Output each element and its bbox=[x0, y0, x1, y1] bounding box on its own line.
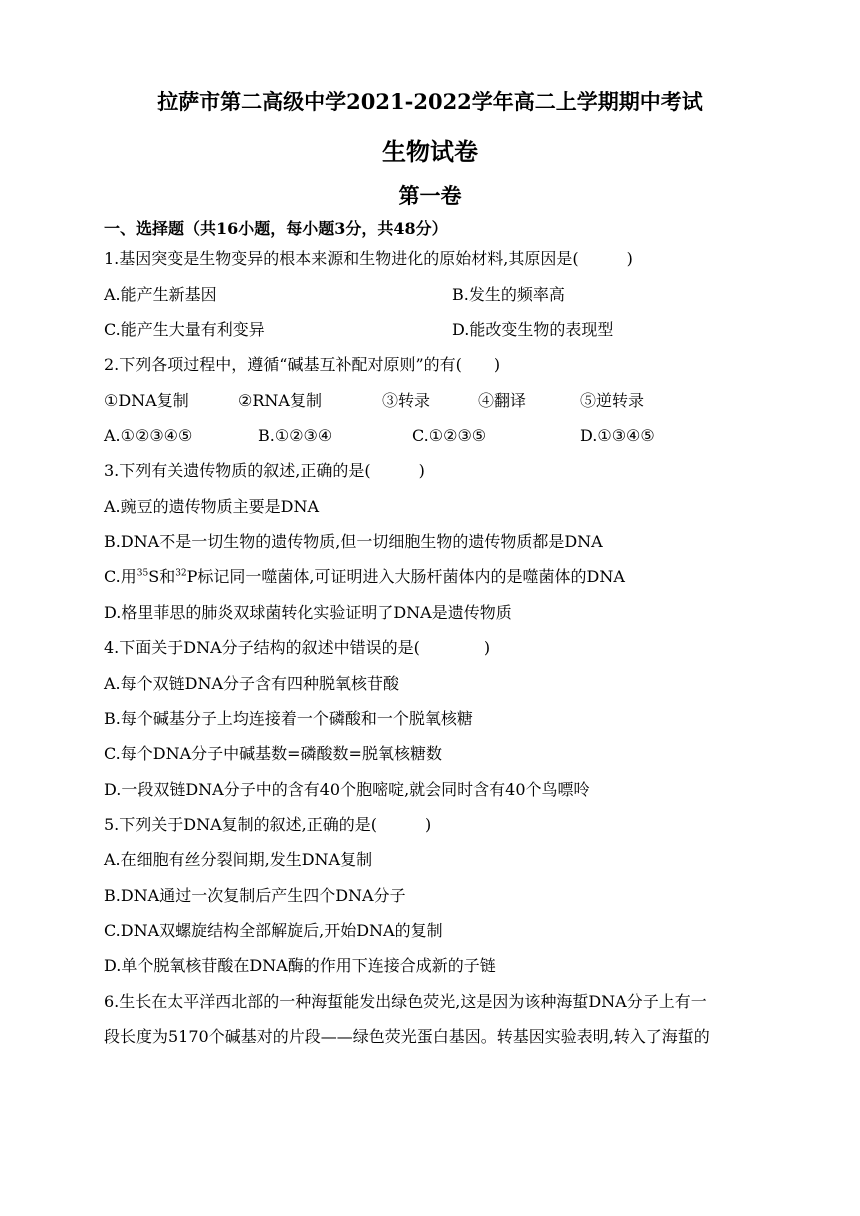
question-2-item-2: ②RNA复制 bbox=[238, 391, 322, 410]
isotope-35-mass: 35 bbox=[136, 568, 149, 579]
question-3-option-b: B.DNA不是一切生物的遗传物质,但一切细胞生物的遗传物质都是DNA bbox=[104, 532, 603, 551]
question-3-option-a: A.豌豆的遗传物质主要是DNA bbox=[104, 497, 320, 516]
question-1-stem: 1.基因突变是生物变异的根本来源和生物进化的原始材料,其原因是( ) bbox=[104, 249, 633, 268]
question-2-item-3: ③转录 bbox=[382, 391, 431, 410]
question-3-stem: 3.下列有关遗传物质的叙述,正确的是( ) bbox=[104, 461, 425, 480]
question-1-option-a: A.能产生新基因 bbox=[104, 285, 217, 304]
question-2-option-d: D.①③④⑤ bbox=[580, 426, 655, 445]
sulfur-symbol: S bbox=[148, 567, 160, 586]
question-2-stem: 2.下列各项过程中，遵循“碱基互补配对原则”的有( ) bbox=[104, 355, 501, 374]
question-5-option-b: B.DNA通过一次复制后产生四个DNA分子 bbox=[104, 886, 406, 905]
question-2-item-1: ①DNA复制 bbox=[104, 391, 189, 410]
question-6-stem-line-1: 6.生长在太平洋西北部的一种海蜇能发出绿色荧光,这是因为该种海蜇DNA分子上有一 bbox=[104, 992, 707, 1011]
section-heading: 一、选择题（共16小题，每小题3分，共48分） bbox=[104, 219, 448, 238]
question-2-option-c: C.①②③⑤ bbox=[412, 426, 487, 445]
question-1-option-c: C.能产生大量有利变异 bbox=[104, 320, 265, 339]
question-4-option-d: D.一段双链DNA分子中的含有40个胞嘧啶,就会同时含有40个鸟嘌呤 bbox=[104, 780, 590, 799]
option-c-rest: 标记同一噬菌体,可证明进入大肠杆菌体内的是噬菌体的DNA bbox=[197, 567, 625, 586]
question-6-stem-line-2: 段长度为5170个碱基对的片段——绿色荧光蛋白基因。转基因实验表明,转入了海蜇的 bbox=[104, 1027, 710, 1046]
question-5-option-a: A.在细胞有丝分裂间期,发生DNA复制 bbox=[104, 850, 373, 869]
question-2-item-5: ⑤逆转录 bbox=[580, 391, 645, 410]
school-title: 拉萨市第二高级中学2021-2022学年高二上学期期中考试 bbox=[157, 89, 703, 114]
question-1-option-d: D.能改变生物的表现型 bbox=[452, 320, 614, 339]
question-2-option-a: A.①②③④⑤ bbox=[104, 426, 193, 445]
option-c-prefix: C.用 bbox=[104, 567, 137, 586]
question-5-option-d: D.单个脱氧核苷酸在DNA酶的作用下连接合成新的子链 bbox=[104, 956, 496, 975]
option-c-and: 和 bbox=[159, 567, 176, 586]
question-2-option-b: B.①②③④ bbox=[258, 426, 333, 445]
question-2-item-4: ④翻译 bbox=[478, 391, 527, 410]
question-4-option-c: C.每个DNA分子中碱基数=磷酸数=脱氧核糖数 bbox=[104, 744, 442, 763]
part-title: 第一卷 bbox=[398, 183, 462, 208]
question-3-option-c bbox=[104, 566, 625, 588]
question-4-stem: 4.下面关于DNA分子结构的叙述中错误的是( ) bbox=[104, 638, 491, 657]
question-5-stem: 5.下列关于DNA复制的叙述,正确的是( ) bbox=[104, 815, 432, 834]
question-3-option-d: D.格里菲思的肺炎双球菌转化实验证明了DNA是遗传物质 bbox=[104, 603, 512, 622]
question-4-option-b: B.每个碱基分子上均连接着一个磷酸和一个脱氧核糖 bbox=[104, 709, 473, 728]
isotope-32-mass: 32 bbox=[175, 568, 187, 579]
subject-title: 生物试卷 bbox=[382, 137, 478, 166]
question-1-option-b: B.发生的频率高 bbox=[452, 285, 565, 304]
question-4-option-a: A.每个双链DNA分子含有四种脱氧核苷酸 bbox=[104, 674, 400, 693]
question-5-option-c: C.DNA双螺旋结构全部解旋后,开始DNA的复制 bbox=[104, 921, 443, 940]
phosphorus-symbol: P bbox=[186, 567, 198, 586]
